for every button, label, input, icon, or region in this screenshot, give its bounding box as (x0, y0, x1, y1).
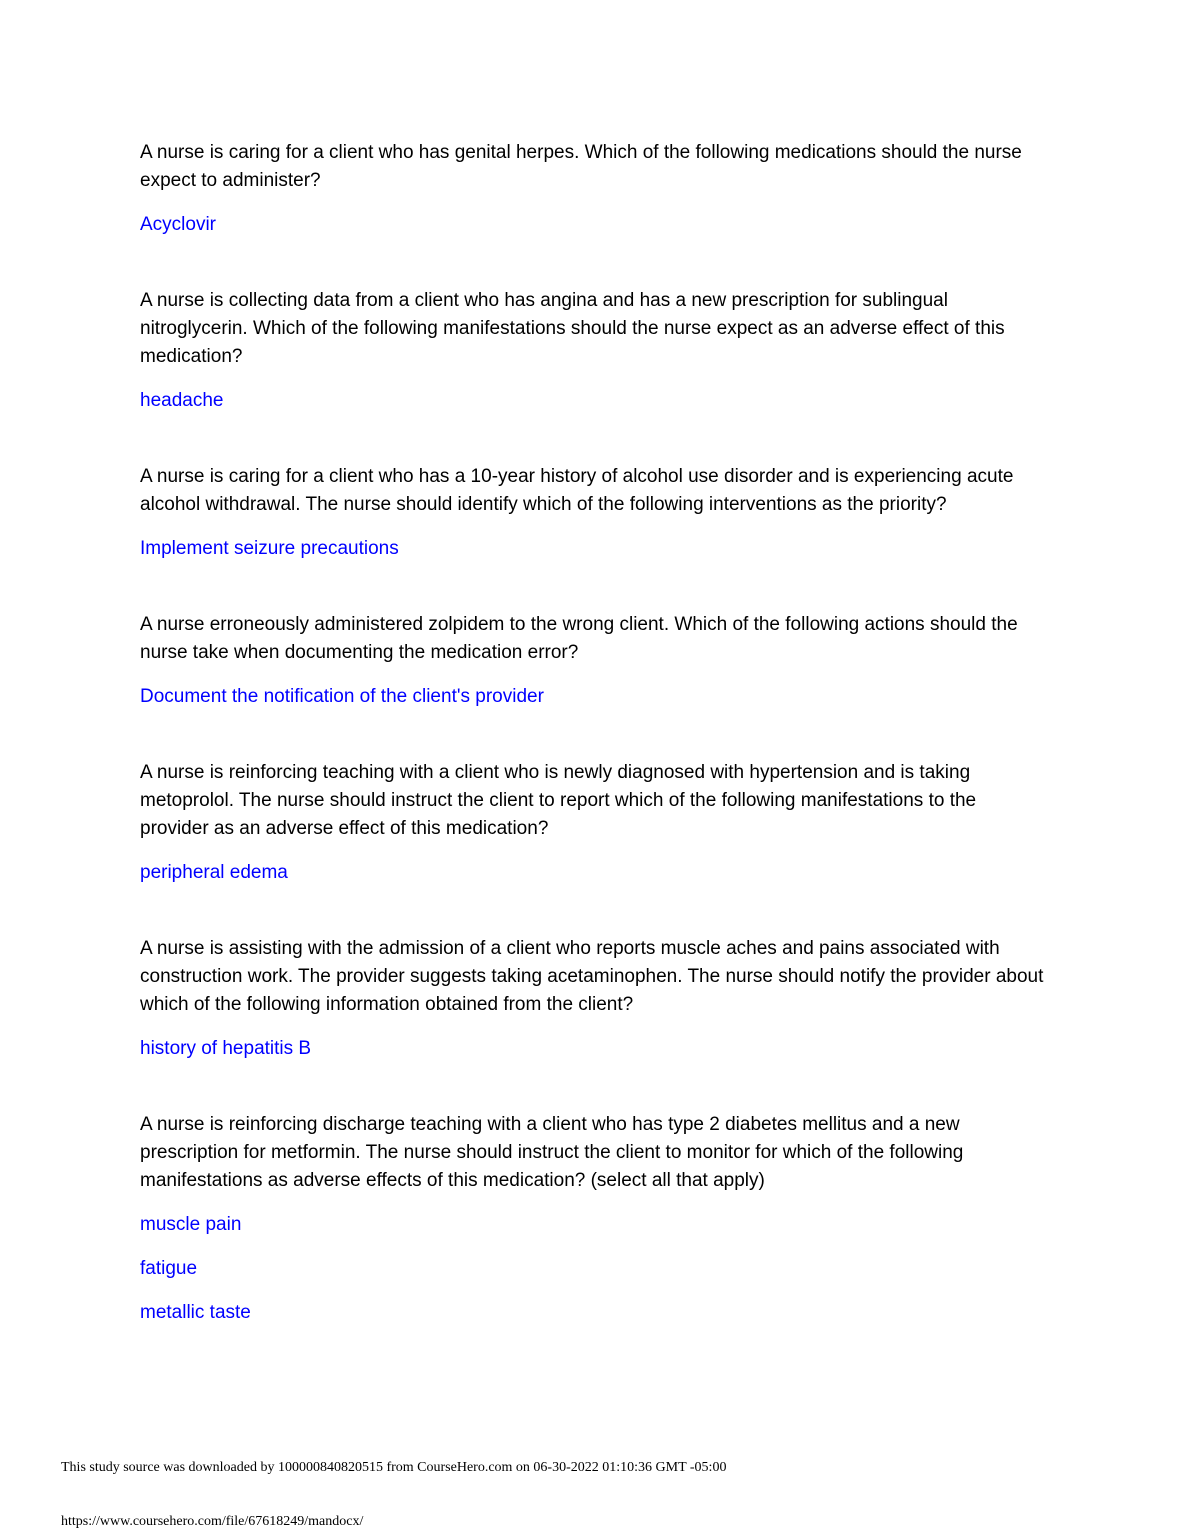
question-text: A nurse erroneously administered zolpidem to the wrong client. Which of the following actions should the nurse take when documenting the medication error? (140, 614, 1018, 663)
qa-item (140, 611, 1045, 711)
question-text: A nurse is collecting data from a client who has angina and has a new prescription for sublingual nitroglycerin. Which of the following manifestations should the nurse expect as an adverse effect of this medication? (140, 290, 1005, 367)
qa-item (140, 935, 1045, 1063)
qa-item (140, 1111, 1045, 1327)
qa-list (140, 139, 1045, 1327)
answer-text: Implement seizure precautions (140, 538, 399, 559)
answer-text: headache (140, 390, 224, 411)
qa-item (140, 463, 1045, 563)
question-text: A nurse is assisting with the admission of a client who reports muscle aches and pains associated with construction work. The provider suggests taking acetaminophen. The nurse should notify the provider about which of the following information obtained from the client? (140, 938, 1044, 1015)
answer-text: peripheral edema (140, 862, 288, 883)
answer-text: history of hepatitis B (140, 1038, 312, 1059)
question-text: A nurse is reinforcing discharge teaching with a client who has type 2 diabetes mellitus and a new prescription for metformin. The nurse should instruct the client to monitor for which of the following manifestations as adverse effects of this medication? (select all that apply) (140, 1114, 964, 1191)
question-text: A nurse is caring for a client who has a 10-year history of alcohol use disorder and is experiencing acute alcohol withdrawal. The nurse should identify which of the following interventions as the priority? (140, 466, 1014, 515)
question-text: A nurse is caring for a client who has genital herpes. Which of the following medications should the nurse expect to administer? (140, 142, 1022, 191)
qa-item (140, 759, 1045, 887)
download-notice: This study source was downloaded by 100000840820515 from CourseHero.com on 06-30-2022 01:10:36 GMT -05:00 (61, 1460, 727, 1475)
answer-text: Document the notification of the client's provider (140, 686, 544, 707)
answer-text: muscle pain (140, 1214, 242, 1235)
answer-text: Acyclovir (140, 214, 217, 235)
answer-text: fatigue (140, 1258, 198, 1279)
question-text: A nurse is reinforcing teaching with a client who is newly diagnosed with hypertension and is taking metoprolol. The nurse should instruct the client to report which of the following manifestations to the provider as an adverse effect of this medication? (140, 762, 977, 839)
answer-text: metallic taste (140, 1302, 251, 1323)
qa-item (140, 139, 1045, 239)
source-url: https://www.coursehero.com/file/67618249/mandocx/ (61, 1514, 364, 1529)
qa-item (140, 287, 1045, 415)
